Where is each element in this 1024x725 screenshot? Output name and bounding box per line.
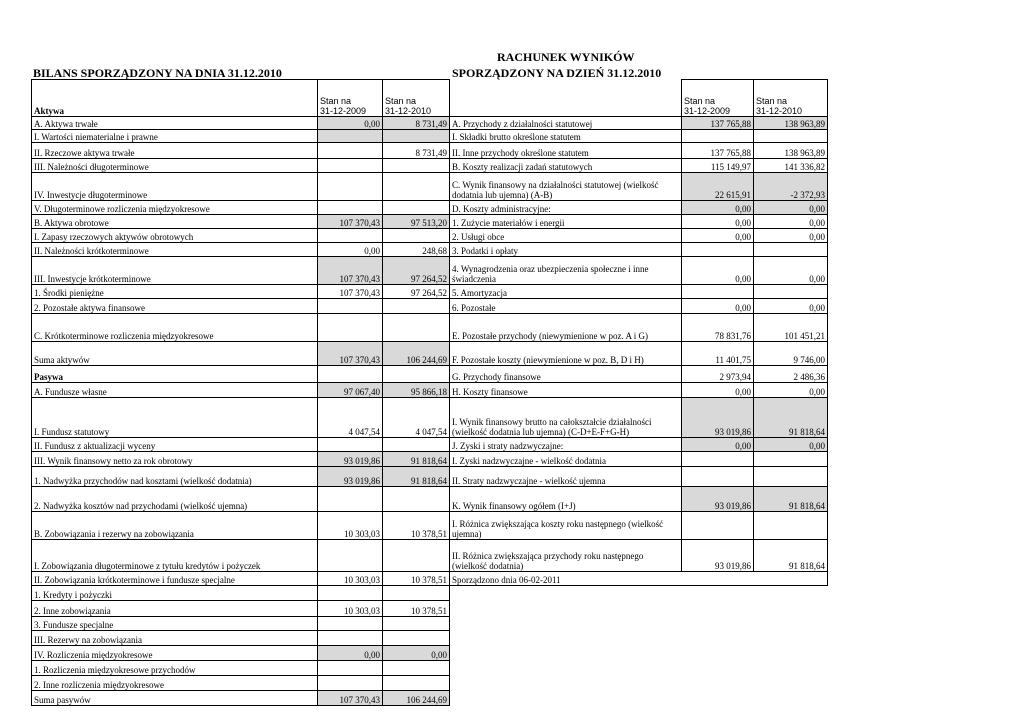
table-row-label: III. Wynik finansowy netto za rok obrotowy xyxy=(32,452,318,467)
table-row-label: A. Aktywa trwałe xyxy=(32,117,318,130)
table-row-label: V. Długoterminowe rozliczenia międzyokresowe xyxy=(32,201,318,215)
table-row-label: 2. Pozostałe aktywa finansowe xyxy=(32,299,318,314)
table-row-label: I. Fundusz statutowy xyxy=(32,398,318,438)
table-row-label: I. Zobowiązania długoterminowe z tytułu kredytów i pożyczek xyxy=(32,540,318,572)
table-row-label: C. Wynik finansowy na działalności statutowej (wielkość dodatnia lub ujemna) (A-B) xyxy=(450,173,682,201)
table-row-label: III. Inwestycje krótkoterminowe xyxy=(32,257,318,285)
table-row-label: G. Przychody finansowe xyxy=(450,366,682,383)
table-row-label: Suma aktywów xyxy=(32,342,318,366)
table-row-label: B. Koszty realizacji zadań statutowych xyxy=(450,159,682,173)
table-row-label: I. Wartości niematerialne i prawne xyxy=(32,130,318,143)
table-row-label: K. Wynik finansowy ogółem (I+J) xyxy=(450,487,682,512)
table-row-label: I. Zyski nadzwyczajne - wielkość dodatnia xyxy=(450,452,682,467)
balance-sheet-title: BILANS SPORZĄDZONY NA DNIA 31.12.2010 xyxy=(33,66,282,80)
table-row-label: 6. Pozostałe xyxy=(450,299,682,314)
table-row-label: I. Różnica zwiększająca koszty roku następnego (wielkość ujemna) xyxy=(450,512,682,540)
table-row-label: 5. Amortyzacja xyxy=(450,285,682,299)
table-row-label: 2. Inne zobowiązania xyxy=(32,601,318,617)
table-row-label: 3. Fundusze specjalne xyxy=(32,617,318,631)
table-row-label: I. Zapasy rzeczowych aktywów obrotowych xyxy=(32,229,318,243)
aktywa-heading: Aktywa xyxy=(32,80,318,117)
table-row-label: II. Rzeczowe aktywa trwałe xyxy=(32,143,318,159)
table-row-label: 1. Środki pieniężne xyxy=(32,285,318,299)
table-row-label: IV. Rozliczenia międzyokresowe xyxy=(32,646,318,661)
table-row-label: F. Pozostałe koszty (niewymienione w poz. B, D i H) xyxy=(450,342,682,366)
footer-prepared-date: Sporządzono dnia 06-02-2011 xyxy=(450,572,828,586)
table-row-label: I. Wynik finansowy brutto na całokształcie działalności (wielkość dodatnia lub ujemna) (C-D+E-F+G-H) xyxy=(450,398,682,438)
table-row-label: H. Koszty finansowe xyxy=(450,383,682,398)
table-row-label: 1. Nadwyżka przychodów nad kosztami (wielkość dodatnia) xyxy=(32,467,318,487)
table-row-label: 2. Nadwyżka kosztów nad przychodami (wielkość ujemna) xyxy=(32,487,318,512)
table-row-label: 3. Podatki i opłaty xyxy=(450,243,682,257)
table-row-label: A. Fundusze własne xyxy=(32,383,318,398)
table-row-label: B. Aktywa obrotowe xyxy=(32,215,318,229)
income-statement-title: RACHUNEK WYNIKÓW xyxy=(497,50,635,64)
table-row-label: J. Zyski i straty nadzwyczajne: xyxy=(450,438,682,452)
table-row-label: Suma pasywów xyxy=(32,691,318,706)
table-row-label: I. Składki brutto określone statutem xyxy=(450,130,682,143)
table-row-label: II. Inne przychody określone statutem xyxy=(450,143,682,159)
balance-col-2010: Stan na 31-12-2010 xyxy=(383,80,450,117)
income-statement-subtitle: SPORZĄDZONY NA DZIEŃ 31.12.2010 xyxy=(452,66,662,80)
table-row-label: E. Pozostałe przychody (niewymienione w poz. A i G) xyxy=(450,314,682,342)
table-row-label: II. Fundusz z aktualizacji wyceny xyxy=(32,438,318,452)
income-col-2009: Stan na 31-12-2009 xyxy=(682,80,754,117)
table-row-label: II. Różnica zwiększająca przychody roku następnego (wielkość dodatnia) xyxy=(450,540,682,572)
table-row-label: II. Zobowiązania krótkoterminowe i fundusze specjalne xyxy=(32,572,318,586)
table-row-label: IV. Inwestycje długoterminowe xyxy=(32,173,318,201)
table-row-label: C. Krótkoterminowe rozliczenia międzyokresowe xyxy=(32,314,318,342)
balance-sheet-table: Aktywa Stan na 31-12-2009 Stan na 31-12-2010 A. Aktywa trwałe 0,00 8 731,49 I. Wartości niematerialne i prawne II. Rzeczowe aktywa trwałe 8 731,49 III. Należności długoterminowe IV. Inwestycje długoterminowe V. Długoterminowe rozliczenia międzyokresowe B. Aktywa obrotowe 107 370,43 97 513,20 I. Zapasy rzeczowych aktywów obrotowych II. Należności krótkoterminowe 0,00 248,68 III. Inwestycje krótkoterminowe 107 370,43 97 264,52 1. Środki pieniężne 107 370,43 97 264,52 2. Pozostałe aktywa finansowe C. Krótkoterminowe rozliczenia międzyokresowe Suma aktywów 107 370,43 106 244,69 Pasywa A. Fundusze własne 97 067,40 95 866,18 I. Fundusz statutowy 4 047,54 4 047,54 II. Fundusz z aktualizacji wyceny III. Wynik finansowy netto za rok obrotowy 93 019,86 91 818,64 1. Nadwyżka przychodów nad kosztami (wielkość dodatnia) 93 019,86 91 818,64 2. Nadwyżka kosztów nad przychodami (wielkość ujemna) B. Zobowiązania i rezerwy na zobowiązania 10 303,03 10 378,51 I. Zobowiązania długoterminowe z tytułu kredytów i pożyczek II. Zobowiązania krótkoterminowe i fundusze specjalne 10 303,03 10 378,51 1. Kredyty i pożyczki 2. Inne zobowiązania 10 303,03 10 378,51 3. Fundusze specjalne III. Rezerwy na zobowiązania IV. Rozliczenia międzyokresowe 0,00 0,00 1. Rozliczenia międzyokresowe przychodów 2. Inne rozliczenia międzyokresowe Suma pasywów 107 370,43 106 244,69 xyxy=(31,79,450,706)
pasywa-heading: Pasywa xyxy=(32,366,318,383)
table-row-label: II. Należności krótkoterminowe xyxy=(32,243,318,257)
table-row-label: III. Należności długoterminowe xyxy=(32,159,318,173)
table-row-label: 4. Wynagrodzenia oraz ubezpieczenia społeczne i inne świadczenia xyxy=(450,257,682,285)
table-row-label: II. Straty nadzwyczajne - wielkość ujemna xyxy=(450,467,682,487)
income-col-2010: Stan na 31-12-2010 xyxy=(754,80,828,117)
table-row-label: 1. Rozliczenia międzyokresowe przychodów xyxy=(32,661,318,676)
table-row-label: 2. Usługi obce xyxy=(450,229,682,243)
table-row-label: B. Zobowiązania i rezerwy na zobowiązania xyxy=(32,512,318,540)
balance-col-2009: Stan na 31-12-2009 xyxy=(318,80,383,117)
table-row-label: 2. Inne rozliczenia międzyokresowe xyxy=(32,676,318,691)
table-row-label: 1. Zużycie materiałów i energii xyxy=(450,215,682,229)
table-row-label: D. Koszty administracyjne: xyxy=(450,201,682,215)
table-row-label: 1. Kredyty i pożyczki xyxy=(32,586,318,601)
table-row-label: A. Przychody z działalności statutowej xyxy=(450,117,682,130)
income-statement-table: Stan na 31-12-2009 Stan na 31-12-2010 A. Przychody z działalności statutowej 137 765,88 138 963,89 I. Składki brutto określone statutem II. Inne przychody określone statutem 137 765,88 138 963,89 B. Koszty realizacji zadań statutowych 115 149,97 141 336,82 C. Wynik finansowy na działalności statutowej (wielkość dodatnia lub ujemna) (A-B) 22 615,91 -2 372,93 D. Koszty administracyjne: 0,00 0,00 1. Zużycie materiałów i energii 0,00 0,00 2. Usługi obce 0,00 0,00 3. Podatki i opłaty 4. Wynagrodzenia oraz ubezpieczenia społeczne i inne świadczenia 0,00 0,00 5. Amortyzacja 6. Pozostałe 0,00 0,00 E. Pozostałe przychody (niewymienione w poz. A i G) 78 831,76 101 451,21 F. Pozostałe koszty (niewymienione w poz. B, D i H) 11 401,75 9 746,00 G. Przychody finansowe 2 973,94 2 486,36 H. Koszty finansowe 0,00 0,00 I. Wynik finansowy brutto na całokształcie działalności (wielkość dodatnia lub ujemna) (C-D+E-F+G-H) 93 019,86 91 818,64 J. Zyski i straty nadzwyczajne: 0,00 0,00 I. Zyski nadzwyczajne - wielkość dodatnia II. Straty nadzwyczajne - wielkość ujemna K. Wynik finansowy ogółem (I+J) 93 019,86 91 818,64 I. Różnica zwiększająca koszty roku następnego (wielkość ujemna) II. Różnica zwiększająca przychody roku następnego (wielkość dodatnia) 93 019,86 91 818,64 Sporządzono dnia 06-02-2011 xyxy=(449,79,828,586)
table-row-label: III. Rezerwy na zobowiązania xyxy=(32,631,318,646)
